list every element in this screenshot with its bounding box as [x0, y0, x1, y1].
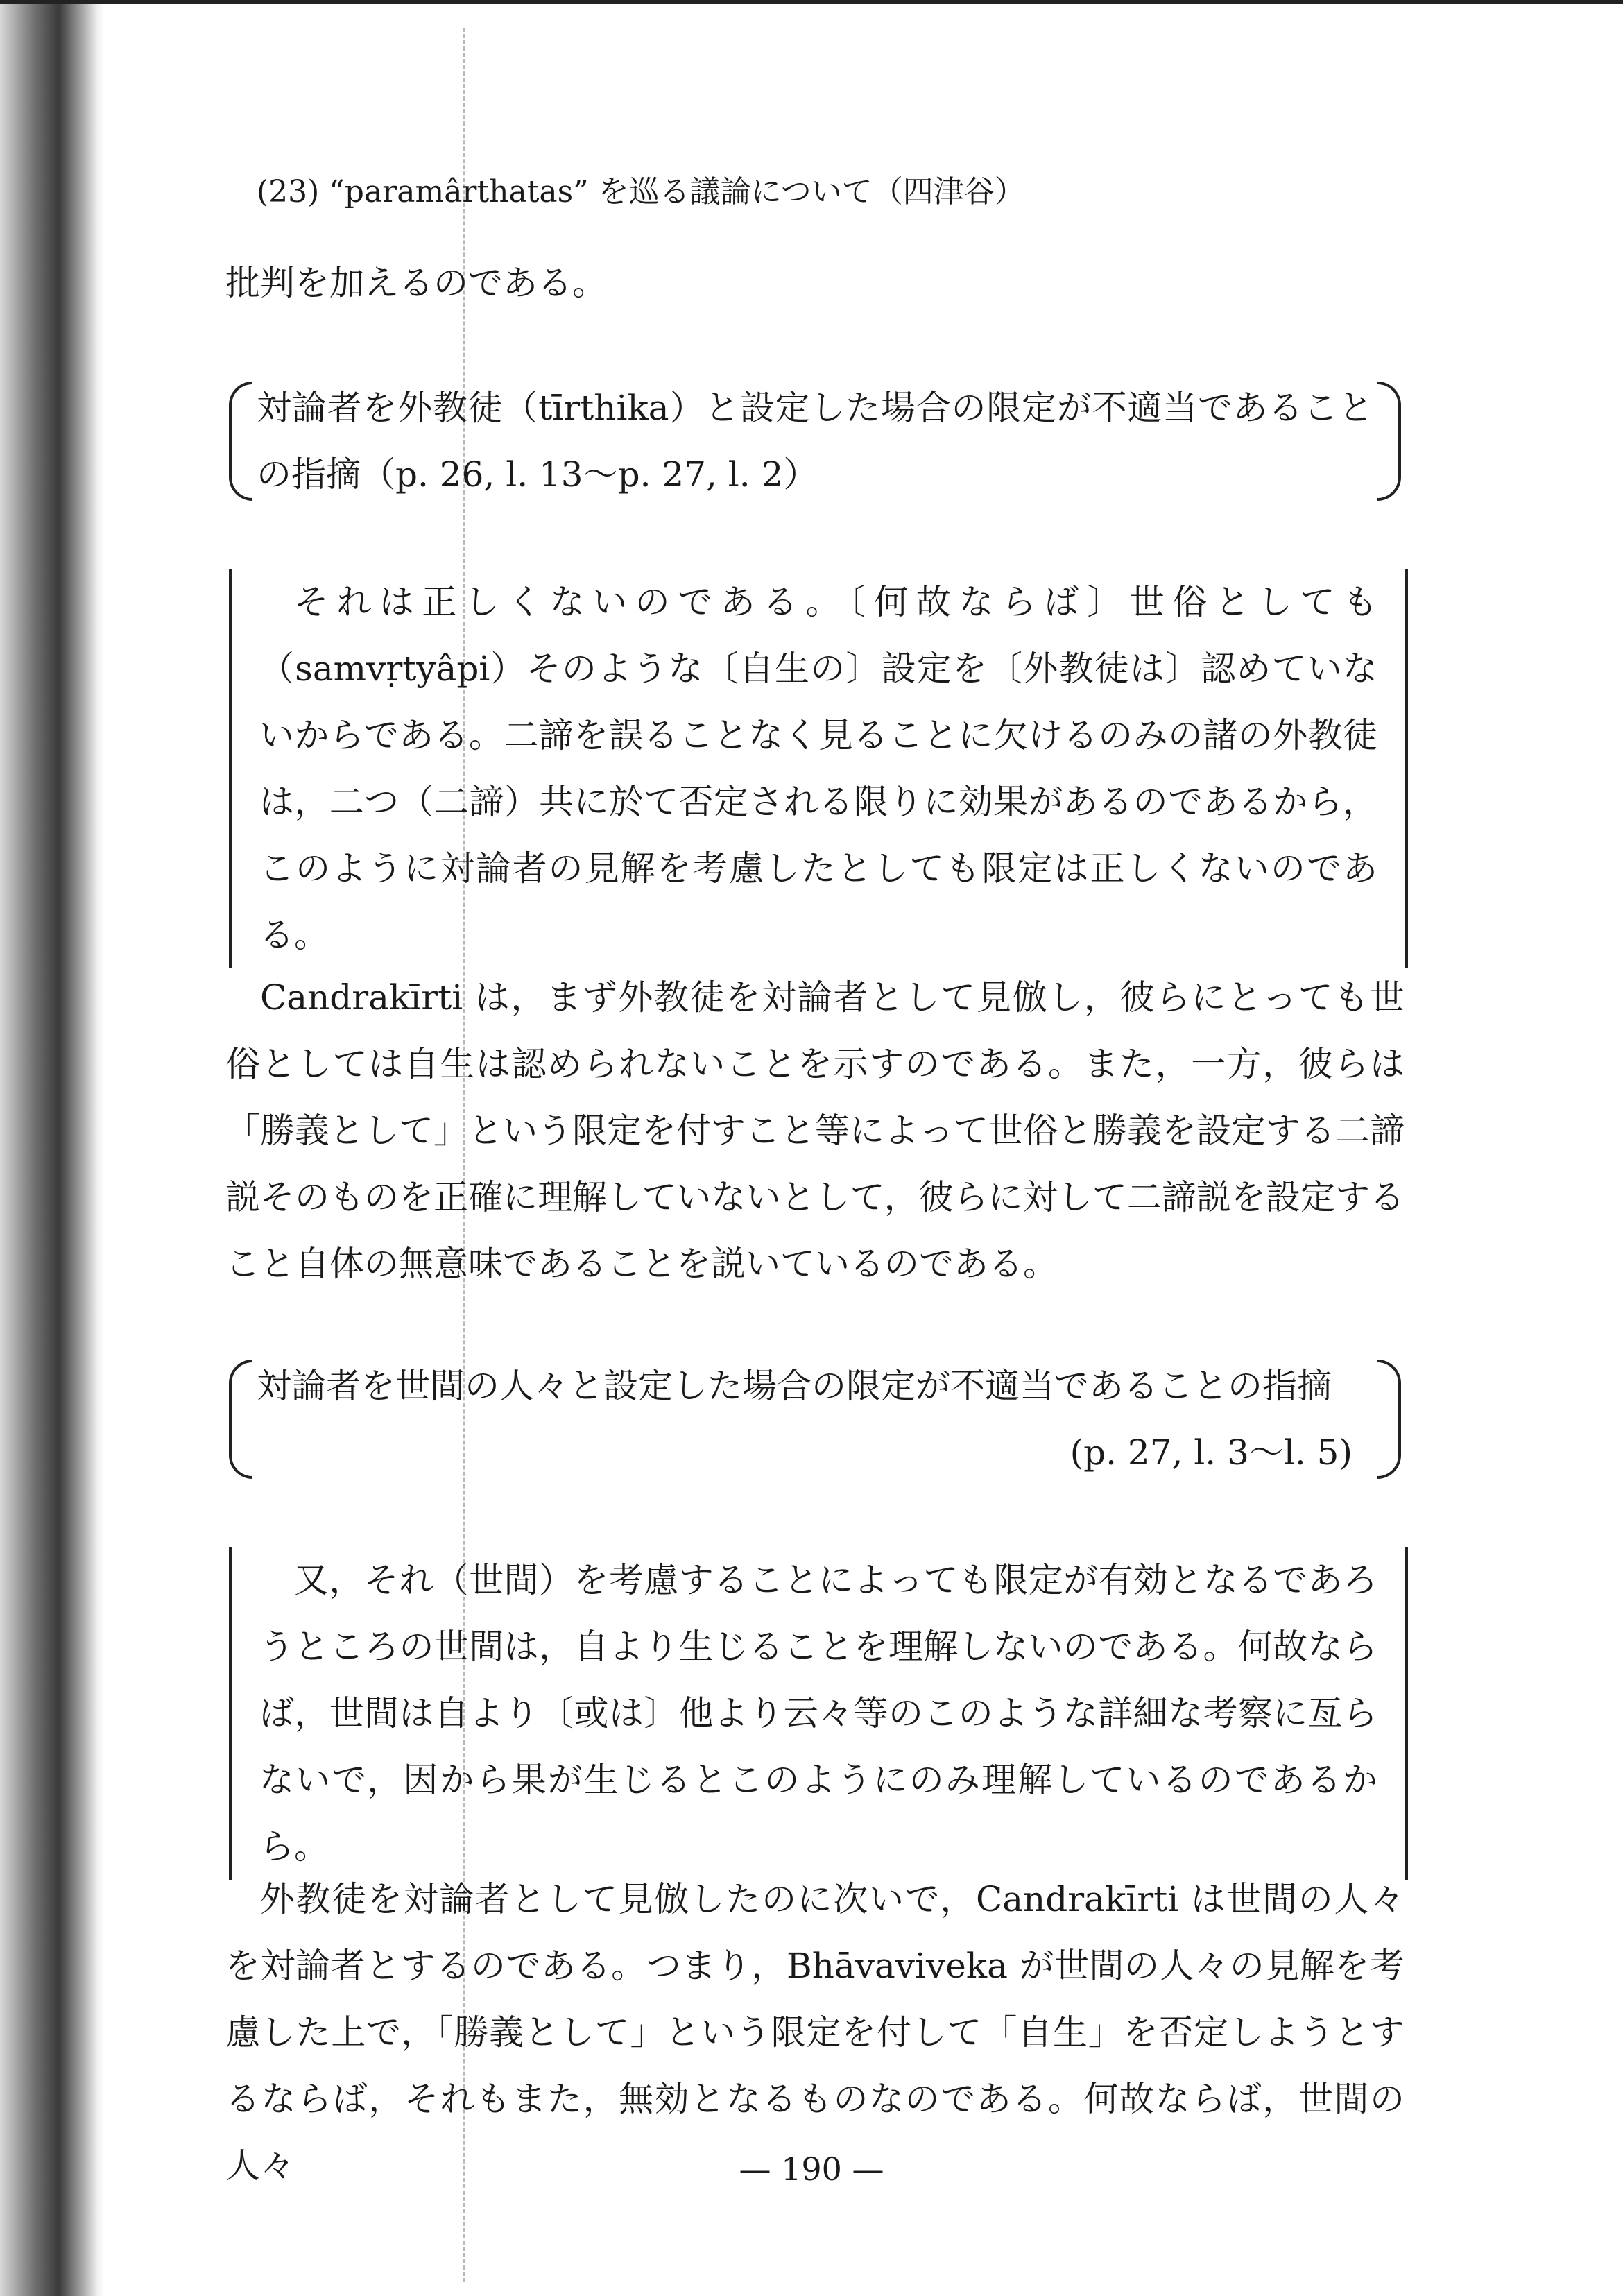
quote-block-2: [229, 1547, 1408, 1880]
left-paren: [229, 1360, 252, 1479]
heading-2-text: 対論者を世間の人々と設定した場合の限定が不適当であることの指摘: [257, 1366, 1332, 1406]
heading-1-text: 対論者を外教徒（tīrthika）と設定した場合の限定が不適当であることの指摘（p. 26, l. 13～p. 27, l. 2）: [257, 388, 1373, 495]
scan-edge-shadow: [0, 0, 104, 2296]
body-paragraph-1: Candrakīrti は，まず外教徒を対論者として見倣し，彼らにとっても世俗としては自生は認められないことを示すのである。また，一方，彼らは「勝義として」という限定を付すこと等によって世俗と勝義を設定する二諦説そのものを正確に理解していないとして，彼らに対して二諦説を設定すること自体の無意味であることを説いているのである。: [225, 977, 1405, 1284]
page-number: — 190 —: [739, 2150, 884, 2188]
running-head: (23) “paramârthatas” を巡る議論について（四津谷）: [257, 174, 1025, 209]
heading-2-reference: (p. 27, l. 3～l. 5): [1070, 1432, 1352, 1473]
quote-2-text: 又，それ（世間）を考慮することによっても限定が有効となるであろうところの世間は，自より生じることを理解しないのである。何故ならば，世間は自より〔或は〕他より云々等のこのような詳細な考察に亙らないで，因から果が生じるとこのようにのみ理解しているのであるから。: [259, 1560, 1377, 1867]
section-heading-2: [257, 1353, 1373, 1486]
right-paren: [1377, 1360, 1401, 1479]
quote-block-1: [229, 569, 1408, 968]
quote-1-text: それは正しくないのである。〔何故ならば〕世俗としても（samvṛtyâpi）そのような〔自生の〕設定を〔外教徒は〕認めていないからである。二諦を誤ることなく見ることに欠けるのみの諸の外教徒は，二つ（二諦）共に於て否定される限りに効果があるのであるから，このように対論者の見解を考慮したとしても限定は正しくないのである。: [259, 582, 1377, 955]
right-paren: [1377, 382, 1401, 501]
body-paragraph-2: 外教徒を対論者として見倣したのに次いで，Candrakīrti は世間の人々を対論者とするのである。つまり，Bhāvaviveka が世間の人々の見解を考慮した上で，「勝義として」という限定を付して「自生」を否定しようとするならば，それもまた，無効となるものなのである。何故ならば，世間の人々: [225, 1879, 1405, 2186]
section-heading-1: [257, 375, 1373, 508]
opening-line: 批判を加えるのである。: [225, 263, 607, 303]
left-paren: [229, 382, 252, 501]
top-border: [0, 0, 1623, 4]
